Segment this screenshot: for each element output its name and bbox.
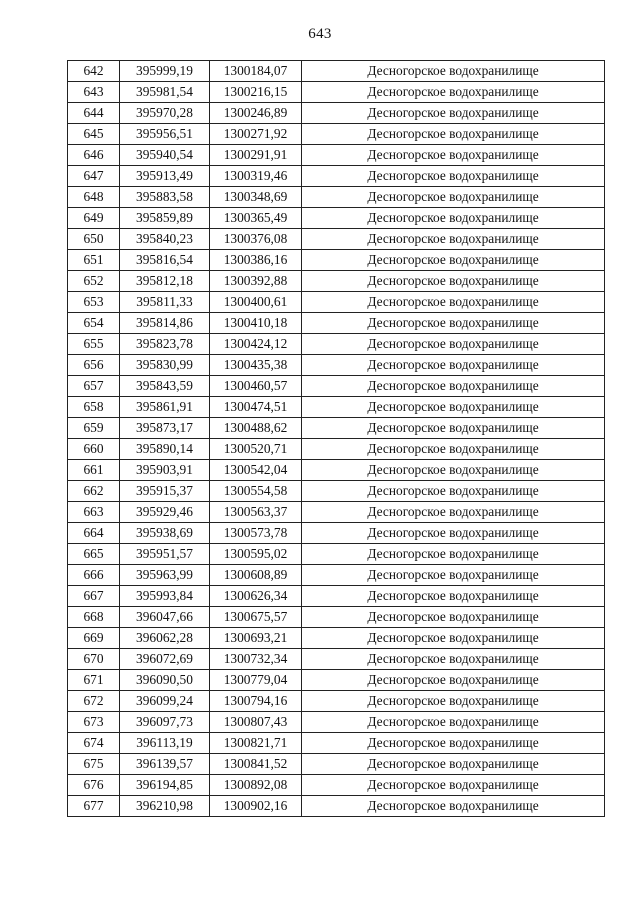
- water-body-name-cell: Десногорское водохранилище: [302, 502, 605, 523]
- table-row: [68, 712, 605, 733]
- y-coordinate-cell: 1300821,71: [210, 733, 302, 754]
- table-row: [68, 439, 605, 460]
- water-body-name-cell: Десногорское водохранилище: [302, 649, 605, 670]
- point-number-cell: 647: [68, 166, 120, 187]
- x-coordinate-cell: 396097,73: [120, 712, 210, 733]
- y-coordinate-cell: 1300319,46: [210, 166, 302, 187]
- water-body-name-cell: Десногорское водохранилище: [302, 712, 605, 733]
- y-coordinate-cell: 1300563,37: [210, 502, 302, 523]
- point-number-cell: 657: [68, 376, 120, 397]
- x-coordinate-cell: 395913,49: [120, 166, 210, 187]
- table-row: [68, 292, 605, 313]
- y-coordinate-cell: 1300626,34: [210, 586, 302, 607]
- x-coordinate-cell: 395816,54: [120, 250, 210, 271]
- y-coordinate-cell: 1300841,52: [210, 754, 302, 775]
- table-row: [68, 502, 605, 523]
- water-body-name-cell: Десногорское водохранилище: [302, 61, 605, 82]
- x-coordinate-cell: 396139,57: [120, 754, 210, 775]
- table-row: [68, 775, 605, 796]
- point-number-cell: 675: [68, 754, 120, 775]
- table-row: [68, 82, 605, 103]
- y-coordinate-cell: 1300595,02: [210, 544, 302, 565]
- table-row: [68, 103, 605, 124]
- y-coordinate-cell: 1300794,16: [210, 691, 302, 712]
- point-number-cell: 676: [68, 775, 120, 796]
- table-row: [68, 670, 605, 691]
- table-row: [68, 397, 605, 418]
- x-coordinate-cell: 395981,54: [120, 82, 210, 103]
- y-coordinate-cell: 1300732,34: [210, 649, 302, 670]
- x-coordinate-cell: 395861,91: [120, 397, 210, 418]
- table-row: [68, 607, 605, 628]
- y-coordinate-cell: 1300488,62: [210, 418, 302, 439]
- y-coordinate-cell: 1300474,51: [210, 397, 302, 418]
- y-coordinate-cell: 1300902,16: [210, 796, 302, 817]
- water-body-name-cell: Десногорское водохранилище: [302, 439, 605, 460]
- point-number-cell: 665: [68, 544, 120, 565]
- x-coordinate-cell: 395823,78: [120, 334, 210, 355]
- y-coordinate-cell: 1300807,43: [210, 712, 302, 733]
- water-body-name-cell: Десногорское водохранилище: [302, 586, 605, 607]
- water-body-name-cell: Десногорское водохранилище: [302, 523, 605, 544]
- table-row: [68, 313, 605, 334]
- coordinates-table-body: [68, 61, 605, 817]
- water-body-name-cell: Десногорское водохранилище: [302, 754, 605, 775]
- table-row: [68, 418, 605, 439]
- table-row: [68, 586, 605, 607]
- point-number-cell: 648: [68, 187, 120, 208]
- water-body-name-cell: Десногорское водохранилище: [302, 376, 605, 397]
- x-coordinate-cell: 396113,19: [120, 733, 210, 754]
- point-number-cell: 659: [68, 418, 120, 439]
- water-body-name-cell: Десногорское водохранилище: [302, 82, 605, 103]
- x-coordinate-cell: 396194,85: [120, 775, 210, 796]
- water-body-name-cell: Десногорское водохранилище: [302, 292, 605, 313]
- x-coordinate-cell: 395963,99: [120, 565, 210, 586]
- water-body-name-cell: Десногорское водохранилище: [302, 418, 605, 439]
- point-number-cell: 650: [68, 229, 120, 250]
- table-row: [68, 796, 605, 817]
- point-number-cell: 664: [68, 523, 120, 544]
- table-row: [68, 460, 605, 481]
- table-row: [68, 544, 605, 565]
- point-number-cell: 666: [68, 565, 120, 586]
- water-body-name-cell: Десногорское водохранилище: [302, 103, 605, 124]
- page-number: 643: [308, 26, 332, 42]
- point-number-cell: 649: [68, 208, 120, 229]
- y-coordinate-cell: 1300675,57: [210, 607, 302, 628]
- point-number-cell: 654: [68, 313, 120, 334]
- y-coordinate-cell: 1300542,04: [210, 460, 302, 481]
- x-coordinate-cell: 395812,18: [120, 271, 210, 292]
- y-coordinate-cell: 1300693,21: [210, 628, 302, 649]
- water-body-name-cell: Десногорское водохранилище: [302, 397, 605, 418]
- x-coordinate-cell: 395903,91: [120, 460, 210, 481]
- x-coordinate-cell: 395970,28: [120, 103, 210, 124]
- table-row: [68, 166, 605, 187]
- table-row: [68, 187, 605, 208]
- table-row: [68, 229, 605, 250]
- x-coordinate-cell: 395811,33: [120, 292, 210, 313]
- point-number-cell: 670: [68, 649, 120, 670]
- x-coordinate-cell: 395830,99: [120, 355, 210, 376]
- water-body-name-cell: Десногорское водохранилище: [302, 313, 605, 334]
- table-row: [68, 565, 605, 586]
- water-body-name-cell: Десногорское водохранилище: [302, 733, 605, 754]
- table-row: [68, 754, 605, 775]
- water-body-name-cell: Десногорское водохранилище: [302, 544, 605, 565]
- water-body-name-cell: Десногорское водохранилище: [302, 145, 605, 166]
- point-number-cell: 672: [68, 691, 120, 712]
- table-row: [68, 376, 605, 397]
- table-row: [68, 145, 605, 166]
- x-coordinate-cell: 395951,57: [120, 544, 210, 565]
- y-coordinate-cell: 1300554,58: [210, 481, 302, 502]
- water-body-name-cell: Десногорское водохранилище: [302, 208, 605, 229]
- point-number-cell: 645: [68, 124, 120, 145]
- point-number-cell: 655: [68, 334, 120, 355]
- water-body-name-cell: Десногорское водохранилище: [302, 775, 605, 796]
- table-row: [68, 271, 605, 292]
- point-number-cell: 656: [68, 355, 120, 376]
- water-body-name-cell: Десногорское водохранилище: [302, 670, 605, 691]
- point-number-cell: 643: [68, 82, 120, 103]
- point-number-cell: 673: [68, 712, 120, 733]
- x-coordinate-cell: 395890,14: [120, 439, 210, 460]
- y-coordinate-cell: 1300216,15: [210, 82, 302, 103]
- y-coordinate-cell: 1300410,18: [210, 313, 302, 334]
- y-coordinate-cell: 1300608,89: [210, 565, 302, 586]
- water-body-name-cell: Десногорское водохранилище: [302, 355, 605, 376]
- point-number-cell: 662: [68, 481, 120, 502]
- table-row: [68, 124, 605, 145]
- point-number-cell: 671: [68, 670, 120, 691]
- table-row: [68, 481, 605, 502]
- water-body-name-cell: Десногорское водохранилище: [302, 628, 605, 649]
- water-body-name-cell: Десногорское водохранилище: [302, 796, 605, 817]
- point-number-cell: 667: [68, 586, 120, 607]
- y-coordinate-cell: 1300386,16: [210, 250, 302, 271]
- point-number-cell: 663: [68, 502, 120, 523]
- table-row: [68, 523, 605, 544]
- water-body-name-cell: Десногорское водохранилище: [302, 166, 605, 187]
- coordinates-table: [67, 60, 605, 817]
- table-row: [68, 334, 605, 355]
- y-coordinate-cell: 1300291,91: [210, 145, 302, 166]
- point-number-cell: 674: [68, 733, 120, 754]
- point-number-cell: 642: [68, 61, 120, 82]
- y-coordinate-cell: 1300184,07: [210, 61, 302, 82]
- x-coordinate-cell: 396072,69: [120, 649, 210, 670]
- y-coordinate-cell: 1300520,71: [210, 439, 302, 460]
- x-coordinate-cell: 395999,19: [120, 61, 210, 82]
- y-coordinate-cell: 1300892,08: [210, 775, 302, 796]
- table-row: [68, 733, 605, 754]
- table-row: [68, 649, 605, 670]
- point-number-cell: 669: [68, 628, 120, 649]
- water-body-name-cell: Десногорское водохранилище: [302, 271, 605, 292]
- y-coordinate-cell: 1300246,89: [210, 103, 302, 124]
- water-body-name-cell: Десногорское водохранилище: [302, 334, 605, 355]
- point-number-cell: 668: [68, 607, 120, 628]
- y-coordinate-cell: 1300460,57: [210, 376, 302, 397]
- point-number-cell: 652: [68, 271, 120, 292]
- water-body-name-cell: Десногорское водохранилище: [302, 481, 605, 502]
- point-number-cell: 661: [68, 460, 120, 481]
- x-coordinate-cell: 395883,58: [120, 187, 210, 208]
- x-coordinate-cell: 396062,28: [120, 628, 210, 649]
- water-body-name-cell: Десногорское водохранилище: [302, 124, 605, 145]
- y-coordinate-cell: 1300376,08: [210, 229, 302, 250]
- table-row: [68, 691, 605, 712]
- table-row: [68, 61, 605, 82]
- table-row: [68, 355, 605, 376]
- x-coordinate-cell: 395929,46: [120, 502, 210, 523]
- table-row: [68, 208, 605, 229]
- water-body-name-cell: Десногорское водохранилище: [302, 607, 605, 628]
- x-coordinate-cell: 395814,86: [120, 313, 210, 334]
- y-coordinate-cell: 1300435,38: [210, 355, 302, 376]
- water-body-name-cell: Десногорское водохранилище: [302, 460, 605, 481]
- point-number-cell: 651: [68, 250, 120, 271]
- y-coordinate-cell: 1300573,78: [210, 523, 302, 544]
- water-body-name-cell: Десногорское водохранилище: [302, 565, 605, 586]
- y-coordinate-cell: 1300271,92: [210, 124, 302, 145]
- x-coordinate-cell: 396099,24: [120, 691, 210, 712]
- x-coordinate-cell: 395915,37: [120, 481, 210, 502]
- x-coordinate-cell: 395940,54: [120, 145, 210, 166]
- table-row: [68, 250, 605, 271]
- water-body-name-cell: Десногорское водохранилище: [302, 229, 605, 250]
- point-number-cell: 653: [68, 292, 120, 313]
- x-coordinate-cell: 395938,69: [120, 523, 210, 544]
- y-coordinate-cell: 1300365,49: [210, 208, 302, 229]
- water-body-name-cell: Десногорское водохранилище: [302, 691, 605, 712]
- water-body-name-cell: Десногорское водохранилище: [302, 250, 605, 271]
- water-body-name-cell: Десногорское водохранилище: [302, 187, 605, 208]
- point-number-cell: 646: [68, 145, 120, 166]
- y-coordinate-cell: 1300779,04: [210, 670, 302, 691]
- table-row: [68, 628, 605, 649]
- y-coordinate-cell: 1300400,61: [210, 292, 302, 313]
- x-coordinate-cell: 396210,98: [120, 796, 210, 817]
- point-number-cell: 658: [68, 397, 120, 418]
- point-number-cell: 660: [68, 439, 120, 460]
- y-coordinate-cell: 1300392,88: [210, 271, 302, 292]
- x-coordinate-cell: 395993,84: [120, 586, 210, 607]
- x-coordinate-cell: 395859,89: [120, 208, 210, 229]
- x-coordinate-cell: 395956,51: [120, 124, 210, 145]
- point-number-cell: 644: [68, 103, 120, 124]
- point-number-cell: 677: [68, 796, 120, 817]
- x-coordinate-cell: 395873,17: [120, 418, 210, 439]
- y-coordinate-cell: 1300424,12: [210, 334, 302, 355]
- x-coordinate-cell: 396047,66: [120, 607, 210, 628]
- x-coordinate-cell: 395840,23: [120, 229, 210, 250]
- x-coordinate-cell: 396090,50: [120, 670, 210, 691]
- x-coordinate-cell: 395843,59: [120, 376, 210, 397]
- y-coordinate-cell: 1300348,69: [210, 187, 302, 208]
